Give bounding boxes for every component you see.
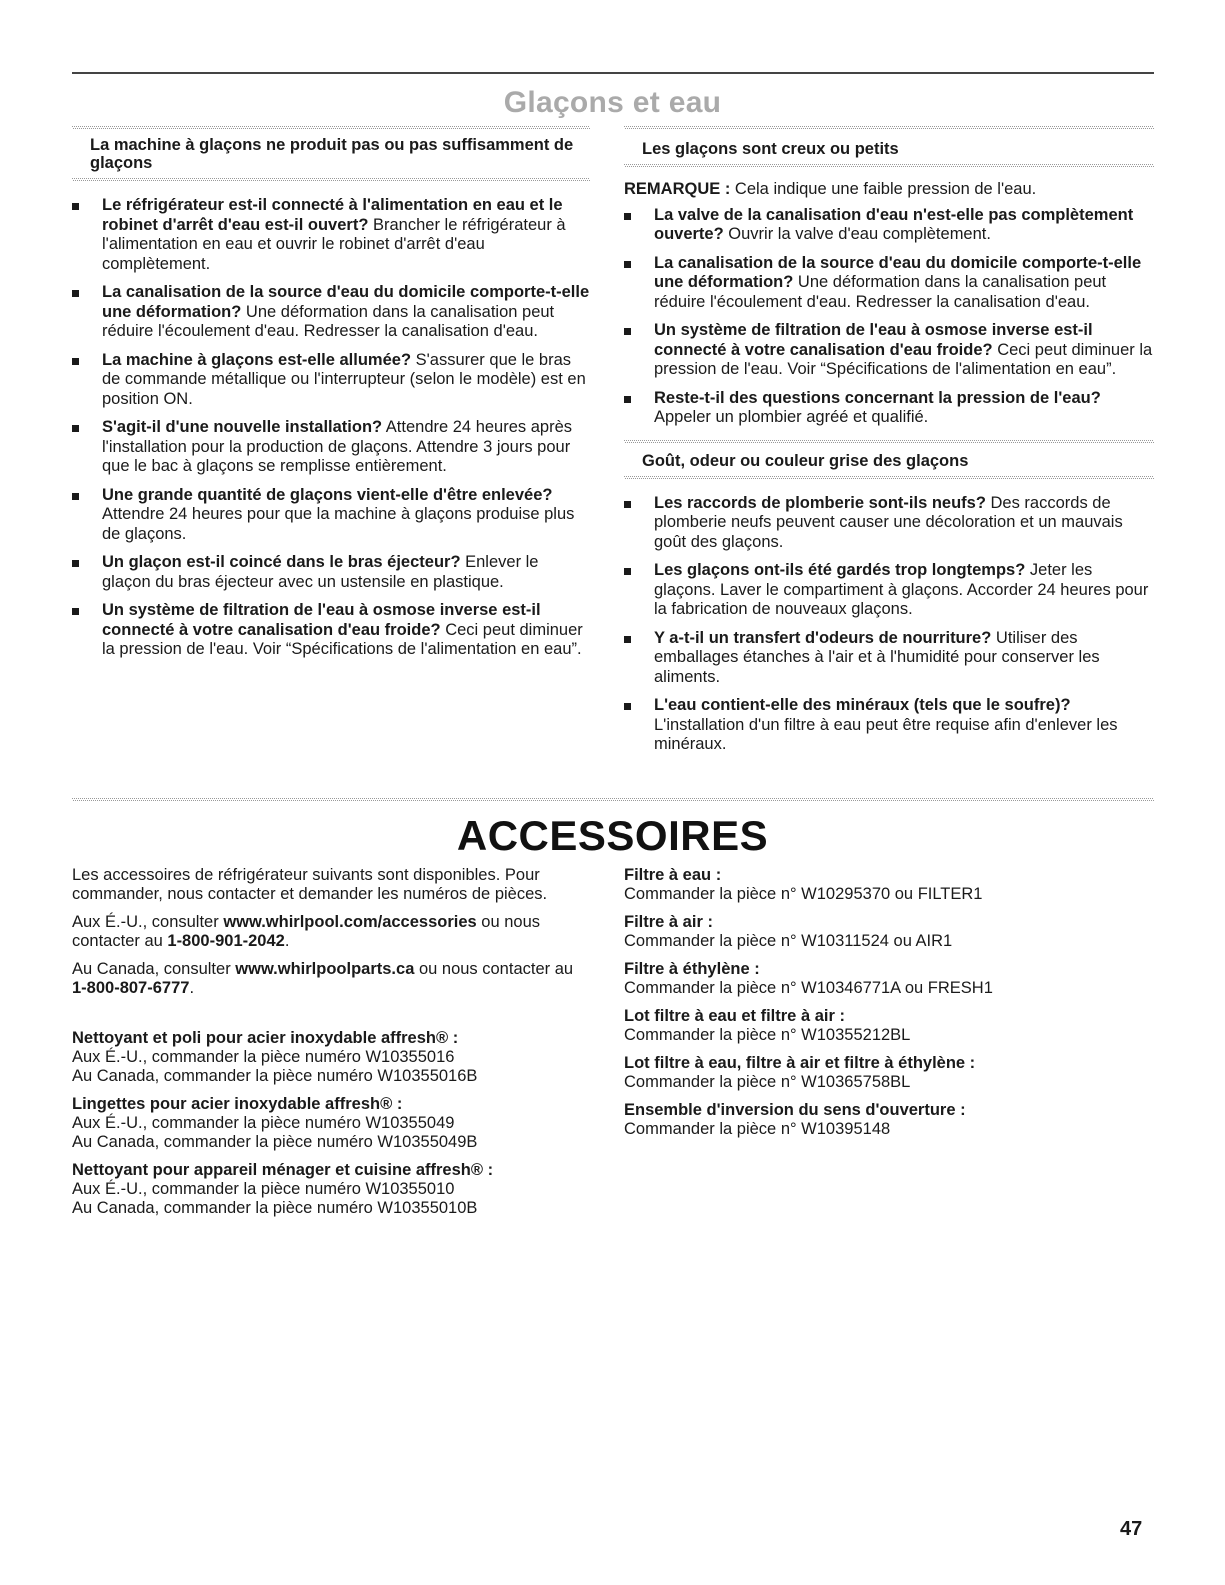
accessories-left (72, 866, 592, 1227)
left-bullet-list (72, 196, 590, 660)
canada-website-link[interactable]: www.whirlpoolparts.ca (235, 960, 415, 978)
bullet-icon (624, 568, 631, 575)
accessories-right (624, 866, 1154, 1148)
accessories-title: ACCESSOIRES (456, 812, 769, 859)
top-rule (72, 72, 1154, 74)
dotted-rule (624, 476, 1154, 480)
bullet-icon (624, 636, 631, 643)
list-item: Y a-t-il un transfert d'odeurs de nourriture? Utiliser des emballages étanches à l'air et à l'humidité pour conserver les aliments. (624, 629, 1154, 688)
accessory-item: Filtre à eau : Commander la pièce n° W10295370 ou FILTER1 (624, 866, 983, 903)
bullet-icon (72, 203, 79, 210)
bullet-icon (72, 425, 79, 432)
canada-contact: Au Canada, consulter www.whirlpoolparts.ca ou nous contacter au 1-800-807-6777. (72, 960, 574, 997)
left-column (72, 126, 590, 669)
bullet-icon (72, 493, 79, 500)
bullet-icon (624, 213, 631, 220)
list-item: L'eau contient-elle des minéraux (tels que le soufre)? L'installation d'un filtre à eau peut être requise afin d'enlever les minéraux. (624, 696, 1154, 755)
right-bullet-list-1 (624, 206, 1154, 428)
canada-phone: 1-800-807-6777 (72, 979, 190, 997)
accessory-item: Nettoyant et poli pour acier inoxydable affresh® : Aux É.-U., commander la pièce numéro W10355016 Au Canada, commander la pièce numéro W10355016B (72, 1029, 478, 1085)
list-item: Le réfrigérateur est-il connecté à l'alimentation en eau et le robinet d'arrêt d'eau est-il ouvert? Brancher le réfrigérateur à l'alimentation en eau et ouvrir le robinet d'arrêt d'eau complètement. (72, 196, 590, 274)
dotted-rule (624, 164, 1154, 168)
left-heading: La machine à glaçons ne produit pas ou pas suffisamment de glaçons (90, 136, 574, 172)
list-item: La machine à glaçons est-elle allumée? S'assurer que le bras de commande métallique ou l'interrupteur (selon le modèle) est en position ON. (72, 351, 590, 410)
list-item: S'agit-il d'une nouvelle installation? Attendre 24 heures après l'installation pour la production de glaçons. Attendre 3 jours pour que le bac à glaçons se remplisse entièrement. (72, 418, 590, 477)
section-divider (72, 798, 1154, 802)
remark: REMARQUE : Cela indique une faible pression de l'eau. (624, 180, 1037, 198)
accessory-item: Lot filtre à eau et filtre à air : Commander la pièce n° W10355212BL (624, 1007, 911, 1044)
bullet-icon (72, 290, 79, 297)
right-bullet-list-2 (624, 494, 1154, 755)
accessory-item: Lingettes pour acier inoxydable affresh® : Aux É.-U., commander la pièce numéro W10355049 Au Canada, commander la pièce numéro W10355049B (72, 1095, 478, 1151)
us-phone: 1-800-901-2042 (167, 932, 285, 950)
bullet-icon (624, 261, 631, 268)
dotted-rule (72, 178, 590, 182)
accessory-item: Filtre à éthylène : Commander la pièce n° W10346771A ou FRESH1 (624, 960, 993, 997)
list-item: Les raccords de plomberie sont-ils neufs? Des raccords de plomberie neufs peuvent causer une décoloration et un mauvais goût des glaçons. (624, 494, 1154, 553)
us-website-link[interactable]: www.whirlpool.com/accessories (223, 913, 477, 931)
bullet-icon (624, 501, 631, 508)
bullet-icon (72, 358, 79, 365)
list-item: La canalisation de la source d'eau du domicile comporte-t-elle une déformation? Une déformation dans la canalisation peut réduire l'écoulement d'eau. Redresser la canalisation d'eau. (624, 254, 1154, 313)
list-item: Un système de filtration de l'eau à osmose inverse est-il connecté à votre canalisation d'eau froide? Ceci peut diminuer la pression de l'eau. Voir “Spécifications de l'alimentation en eau”. (72, 601, 590, 660)
right-heading-1: Les glaçons sont creux ou petits (642, 140, 899, 158)
list-item: Reste-t-il des questions concernant la pression de l'eau? Appeler un plombier agréé et qualifié. (624, 389, 1154, 428)
bullet-icon (624, 396, 631, 403)
list-item: La canalisation de la source d'eau du domicile comporte-t-elle une déformation? Une déformation dans la canalisation peut réduire l'écoulement d'eau. Redresser la canalisation d'eau. (72, 283, 590, 342)
bullet-icon (72, 608, 79, 615)
list-item: Les glaçons ont-ils été gardés trop longtemps? Jeter les glaçons. Laver le compartiment à glaçons. Accorder 24 heures pour la fabrication de nouveaux glaçons. (624, 561, 1154, 620)
bullet-icon (72, 560, 79, 567)
accessory-item: Lot filtre à eau, filtre à air et filtre à éthylène : Commander la pièce n° W10365758BL (624, 1054, 976, 1091)
list-item: Un glaçon est-il coincé dans le bras éjecteur? Enlever le glaçon du bras éjecteur avec un ustensile en plastique. (72, 553, 590, 592)
list-item: Une grande quantité de glaçons vient-elle d'être enlevée? Attendre 24 heures pour que la machine à glaçons produise plus de glaçons. (72, 486, 590, 545)
accessory-item: Nettoyant pour appareil ménager et cuisine affresh® : Aux É.-U., commander la pièce numéro W10355010 Au Canada, commander la pièce numéro W10355010B (72, 1161, 494, 1217)
right-column (624, 126, 1154, 764)
bullet-icon (624, 703, 631, 710)
list-item: Un système de filtration de l'eau à osmose inverse est-il connecté à votre canalisation d'eau froide? Ceci peut diminuer la pression de l'eau. Voir “Spécifications de l'alimentation en eau”. (624, 321, 1154, 380)
page-number: 47 (1120, 1518, 1143, 1540)
section-title: Glaçons et eau (503, 86, 722, 119)
us-contact: Aux É.-U., consulter www.whirlpool.com/accessories ou nous contacter au 1-800-901-2042. (72, 913, 541, 950)
bullet-icon (624, 328, 631, 335)
accessory-item: Filtre à air : Commander la pièce n° W10311524 ou AIR1 (624, 913, 953, 950)
accessory-item: Ensemble d'inversion du sens d'ouverture : Commander la pièce n° W10395148 (624, 1101, 966, 1138)
list-item: La valve de la canalisation d'eau n'est-elle pas complètement ouverte? Ouvrir la valve d'eau complètement. (624, 206, 1154, 245)
right-heading-2: Goût, odeur ou couleur grise des glaçons (642, 451, 969, 470)
accessories-intro: Les accessoires de réfrigérateur suivants sont disponibles. Pour commander, nous contacter et demander les numéros de pièces. (72, 866, 548, 903)
